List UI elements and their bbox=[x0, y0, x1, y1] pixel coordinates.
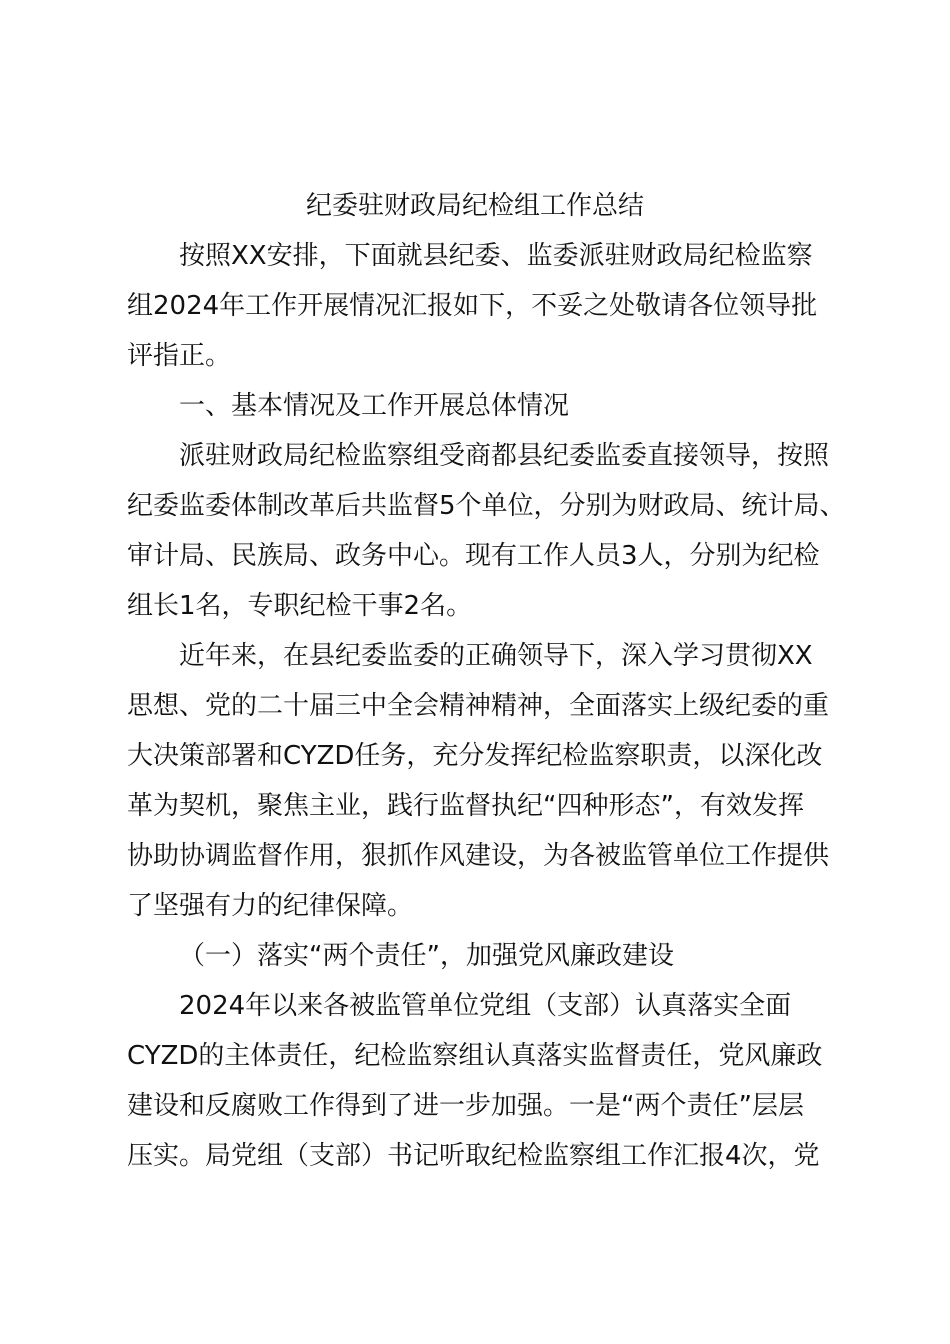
paragraph-line: 纪委监委体制改革后共监督5个单位，分别为财政局、统计局、 bbox=[127, 491, 846, 521]
document-title: 纪委驻财政局纪检组工作总结 bbox=[305, 191, 644, 221]
paragraph-line: 2024年以来各被监管单位党组（支部）认真落实全面 bbox=[179, 991, 792, 1021]
paragraph-line: 大决策部署和CYZD任务，充分发挥纪检监察职责，以深化改 bbox=[127, 741, 823, 771]
paragraph-line: 协助协调监督作用，狠抓作风建设，为各被监管单位工作提供 bbox=[127, 841, 830, 871]
paragraph-line: 压实。局党组（支部）书记听取纪检监察组工作汇报4次，党 bbox=[127, 1141, 820, 1171]
subsection-heading: （一）落实“两个责任”，加强党风廉政建设 bbox=[179, 941, 674, 971]
paragraph-line: 组2024年工作开展情况汇报如下，不妥之处敬请各位领导批 bbox=[127, 291, 818, 321]
paragraph-line: 了坚强有力的纪律保障。 bbox=[127, 891, 414, 921]
paragraph-line: 评指正。 bbox=[127, 341, 232, 371]
paragraph-line: 革为契机，聚焦主业，践行监督执纪“四种形态”，有效发挥 bbox=[127, 791, 804, 821]
paragraph-line: 按照XX安排，下面就县纪委、监委派驻财政局纪检监察 bbox=[179, 241, 813, 271]
paragraph-line: 建设和反腐败工作得到了进一步加强。一是“两个责任”层层 bbox=[127, 1091, 804, 1121]
paragraph-line: CYZD的主体责任，纪检监察组认真落实监督责任，党风廉政 bbox=[127, 1041, 823, 1071]
paragraph-line: 思想、党的二十届三中全会精神精神，全面落实上级纪委的重 bbox=[127, 691, 830, 721]
paragraph-line: 近年来，在县纪委监委的正确领导下，深入学习贯彻XX bbox=[179, 641, 813, 671]
section-heading: 一、基本情况及工作开展总体情况 bbox=[179, 391, 570, 421]
paragraph-line: 组长1名，专职纪检干事2名。 bbox=[127, 591, 473, 621]
paragraph-line: 审计局、民族局、政务中心。现有工作人员3人，分别为纪检 bbox=[127, 541, 820, 571]
paragraph-line: 派驻财政局纪检监察组受商都县纪委监委直接领导，按照 bbox=[179, 441, 830, 471]
